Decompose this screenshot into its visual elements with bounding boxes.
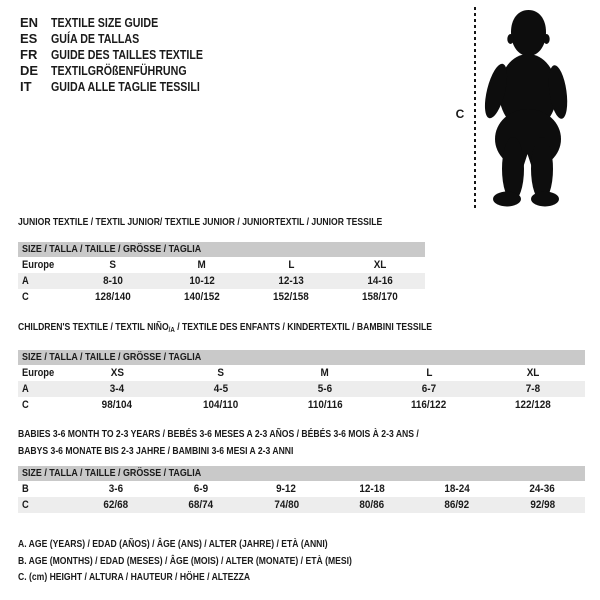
table-cell: [273, 365, 377, 381]
cell-text: 9-12: [276, 483, 297, 495]
cell-text: 92/98: [529, 499, 555, 511]
cell-text: M: [320, 367, 330, 379]
row-label-cell: [18, 481, 73, 497]
language-code: ES: [20, 31, 38, 46]
table-cell: [336, 257, 425, 273]
table-title: [18, 216, 462, 229]
table-row: [18, 497, 585, 513]
height-measure-dashed-line: [474, 7, 476, 208]
table-cell: [73, 481, 158, 497]
row-label-cell: [18, 273, 68, 289]
legend-line: [18, 553, 425, 570]
table-cell: [377, 381, 481, 397]
row-label-cell: [18, 257, 68, 273]
row-label-text: C: [22, 499, 29, 511]
row-label-cell: [18, 365, 65, 381]
row-label-text: Europe: [22, 259, 55, 271]
cell-text: 98/104: [101, 399, 133, 411]
table-cell: [414, 497, 499, 513]
cell-text: 14-16: [367, 275, 394, 287]
size-header-text: SIZE / TALLA / TAILLE / GRÖSSE / TAGLIA: [22, 243, 202, 255]
title-segment: BABYS 3-6 MONATE BIS 2-3 JAHRE / BAMBINI 3-6 MESI A 2-3 ANNI: [18, 445, 294, 457]
cell-text: 3-4: [109, 383, 125, 395]
language-title: GUÍA DE TALLAS: [51, 31, 140, 46]
size-header-text: SIZE / TALLA / TAILLE / GRÖSSE / TAGLIA: [22, 351, 202, 363]
size-header-cell: [18, 242, 425, 257]
table-cell: [247, 257, 336, 273]
size-header-row: [18, 466, 585, 481]
size-table: [18, 242, 425, 305]
table-cell: [157, 273, 246, 289]
cell-text: L: [288, 259, 295, 271]
cell-text: 152/158: [273, 291, 310, 303]
table-cell: [247, 289, 336, 305]
cell-text: 68/74: [188, 499, 214, 511]
legend-text: B. AGE (MONTHS) / EDAD (MESES) / ÂGE (MOIS) / ALTER (MONATE) / ETÀ (MESI): [18, 554, 352, 567]
title-segment: / TEXTILE DES ENFANTS / KINDERTEXTIL / BAMBINI TESSILE: [174, 321, 433, 333]
table-row: [18, 289, 425, 305]
language-row: [20, 15, 236, 31]
language-row: [20, 47, 236, 63]
row-label-text: C: [22, 291, 29, 303]
cell-text: 3-6: [108, 483, 123, 495]
cell-text: 10-12: [189, 275, 215, 287]
language-code: EN: [20, 15, 39, 30]
table-cell: [169, 381, 273, 397]
table-cell: [158, 497, 243, 513]
language-row: [20, 79, 236, 95]
table-cell: [377, 365, 481, 381]
language-code: DE: [20, 63, 39, 78]
row-label-text: B: [22, 483, 29, 495]
table-cell: [336, 289, 425, 305]
table-cell: [500, 497, 585, 513]
language-row: [20, 31, 236, 47]
table-cell: [65, 381, 169, 397]
cell-text: 62/68: [103, 499, 129, 511]
language-code: IT: [20, 79, 32, 94]
table-cell: [68, 289, 157, 305]
size-header-text: SIZE / TALLA / TAILLE / GRÖSSE / TAGLIA: [22, 467, 202, 479]
row-label-text: C: [22, 399, 29, 411]
table-cell: [247, 273, 336, 289]
table-cell: [157, 289, 246, 305]
table-cell: [481, 381, 585, 397]
language-title: TEXTILE SIZE GUIDE: [51, 15, 159, 30]
cell-text: 110/116: [307, 399, 343, 411]
language-list: [20, 15, 236, 95]
cell-text: 158/170: [362, 291, 399, 303]
title-segment: CHILDREN'S TEXTILE / TEXTIL NIÑO: [18, 321, 169, 333]
table-title-text: [18, 443, 293, 460]
table-cell: [65, 365, 169, 381]
table-row: [18, 257, 425, 273]
cell-text: 7-8: [525, 383, 541, 395]
cell-text: 6-9: [193, 483, 209, 495]
cell-text: 8-10: [102, 275, 123, 287]
table-cell: [481, 365, 585, 381]
legend-text: A. AGE (YEARS) / EDAD (AÑOS) / ÂGE (ANS) / ALTER (JAHRE) / ETÀ (ANNI): [18, 538, 328, 550]
table-cell: [169, 365, 273, 381]
junior-table-section: [18, 216, 462, 305]
table-title: [18, 426, 585, 443]
size-header-row: [18, 350, 585, 365]
table-title: [18, 321, 585, 336]
cell-text: XL: [526, 367, 540, 379]
cell-text: 116/122: [411, 399, 447, 411]
babies-table-section: [18, 426, 585, 513]
table-cell: [273, 381, 377, 397]
size-header-row: [18, 242, 425, 257]
cell-text: 74/80: [273, 499, 299, 511]
table-title-text: [18, 216, 382, 229]
table-cell: [157, 257, 246, 273]
cell-text: 122/128: [515, 399, 551, 411]
table-cell: [336, 273, 425, 289]
table-title-text: [18, 321, 432, 336]
table-cell: [329, 481, 414, 497]
table-row: [18, 381, 585, 397]
size-table: [18, 466, 585, 513]
language-code: FR: [20, 47, 38, 62]
cell-text: M: [197, 259, 206, 271]
subscript-text: /A: [168, 325, 175, 334]
cell-text: 18-24: [444, 483, 470, 495]
table-cell: [169, 397, 273, 413]
children-table-section: [18, 321, 585, 413]
row-label-cell: [18, 381, 65, 397]
table-row: [18, 481, 585, 497]
table-row: [18, 273, 425, 289]
table-cell: [273, 397, 377, 413]
cell-text: XS: [110, 367, 124, 379]
row-label-text: Europe: [22, 367, 55, 379]
cell-text: S: [217, 367, 225, 379]
table-title-text: [18, 426, 419, 443]
language-title: GUIDE DES TAILLES TEXTILE: [51, 47, 204, 62]
table-title: [18, 443, 585, 460]
table-cell: [68, 273, 157, 289]
table-cell: [329, 497, 414, 513]
cell-text: 4-5: [213, 383, 229, 395]
cell-text: XL: [374, 259, 387, 271]
table-cell: [244, 497, 329, 513]
cell-text: S: [109, 259, 116, 271]
height-measure-label: C: [455, 107, 465, 121]
legend-text: C. (cm) HEIGHT / ALTURA / HAUTEUR / HÖHE / ALTEZZA: [18, 571, 251, 583]
row-label-text: A: [22, 275, 29, 287]
cell-text: L: [425, 367, 433, 379]
table-cell: [414, 481, 499, 497]
cell-text: 6-7: [421, 383, 437, 395]
table-cell: [481, 397, 585, 413]
table-cell: [68, 257, 157, 273]
legend: [18, 536, 425, 586]
cell-text: 24-36: [529, 483, 555, 495]
title-segment: JUNIOR TEXTILE / TEXTIL JUNIOR/ TEXTILE JUNIOR / JUNIORTEXTIL / JUNIOR TESSILE: [18, 216, 383, 228]
language-row: [20, 63, 236, 79]
size-header-cell: [18, 350, 585, 365]
language-title: TEXTILGRÖßENFÜHRUNG: [51, 63, 187, 78]
table-cell: [73, 497, 158, 513]
legend-line: [18, 536, 425, 553]
title-segment: BABIES 3-6 MONTH TO 2-3 YEARS / BEBÉS 3-6 MESES A 2-3 AÑOS / BÉBÉS 3-6 MOIS À 2-3 ANS /: [18, 428, 419, 440]
table-cell: [377, 397, 481, 413]
table-cell: [500, 481, 585, 497]
cell-text: 128/140: [94, 291, 131, 303]
table-cell: [244, 481, 329, 497]
cell-text: 140/152: [183, 291, 220, 303]
row-label-text: A: [22, 383, 29, 395]
table-cell: [158, 481, 243, 497]
table-row: [18, 365, 585, 381]
row-label-cell: [18, 497, 73, 513]
cell-text: 80/86: [359, 499, 385, 511]
baby-silhouette-icon: [479, 6, 575, 208]
cell-text: 86/92: [444, 499, 470, 511]
row-label-cell: [18, 397, 65, 413]
legend-line: [18, 569, 425, 586]
cell-text: 12-18: [358, 483, 385, 495]
size-table: [18, 350, 585, 413]
cell-text: 104/110: [203, 399, 239, 411]
table-cell: [65, 397, 169, 413]
table-row: [18, 397, 585, 413]
cell-text: 5-6: [317, 383, 333, 395]
size-header-cell: [18, 466, 585, 481]
row-label-cell: [18, 289, 68, 305]
language-title: GUIDA ALLE TAGLIE TESSILI: [51, 79, 200, 94]
cell-text: 12-13: [278, 275, 304, 287]
